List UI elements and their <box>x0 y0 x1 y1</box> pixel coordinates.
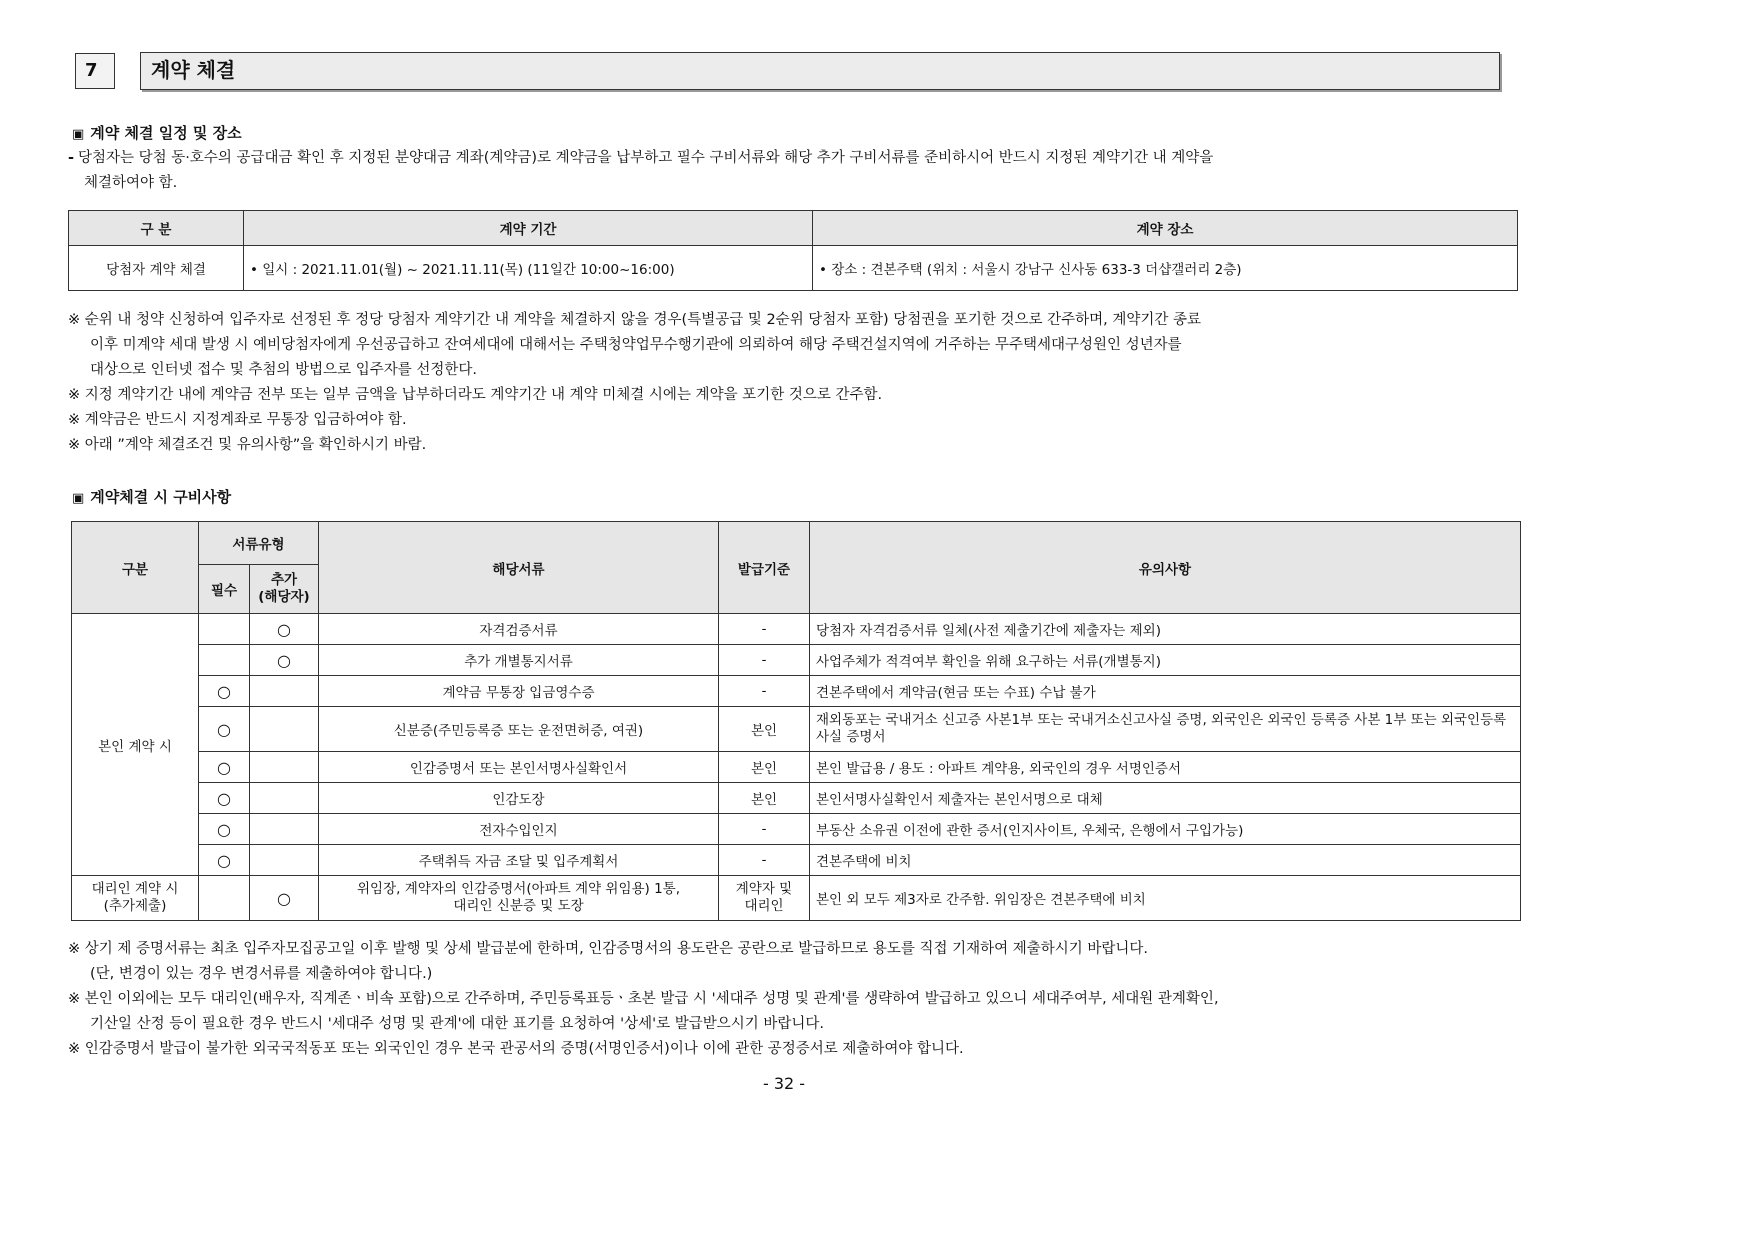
section-number: 7 <box>75 53 115 89</box>
note-line: ※ 지정 계약기간 내에 계약금 전부 또는 일부 금액을 납부하더라도 계약기간 내 계약 미체결 시에는 계약을 포기한 것으로 간주함. <box>68 387 883 403</box>
note-line: 이후 미계약 세대 발생 시 예비당첨자에게 우선공급하고 잔여세대에 대해서는 주택청약업무수행기관에 의뢰하여 해당 주택건설지역에 거주하는 무주택세대구성원인 성년자를 <box>90 337 1182 353</box>
intro-line-2: 체결하여야 함. <box>84 175 178 191</box>
header-required: 필수 <box>199 565 250 614</box>
section-title: 계약 체결 <box>140 52 1500 90</box>
table-row: ○ 인감증명서 또는 본인서명사실확인서 본인 본인 발급용 / 용도 : 아파트 계약용, 외국인의 경우 서명인증서 <box>72 752 1521 783</box>
table-row: ○ 추가 개별통지서류 - 사업주체가 적격여부 확인을 위해 요구하는 서류(개별통지) <box>72 645 1521 676</box>
note-line: ※ 본인 이외에는 모두 대리인(배우자, 직계존ㆍ비속 포함)으로 간주하며, 주민등록표등ㆍ초본 발급 시 '세대주 성명 및 관계'를 생략하여 발급하고 있으니 세대주여부, 세대원 관계확인, <box>68 991 1219 1007</box>
circle-mark: ○ <box>199 752 250 783</box>
subheading-documents <box>72 486 231 507</box>
note-line: ※ 계약금은 반드시 지정계좌로 무통장 입금하여야 함. <box>68 412 407 428</box>
group-agent-label: 대리인 계약 시 (추가제출) <box>72 876 199 921</box>
subheading-schedule <box>72 122 242 143</box>
contract-schedule-table <box>68 210 1518 291</box>
note-line: ※ 상기 제 증명서류는 최초 입주자모집공고일 이후 발행 및 상세 발급분에 한하며, 인감증명서의 용도란은 공란으로 발급하므로 용도를 직접 기재하여 제출하시기 바랍니다. <box>68 941 1149 957</box>
header-period: 계약 기간 <box>244 211 813 246</box>
note-line: ※ 인감증명서 발급이 불가한 외국국적동포 또는 외국인인 경우 본국 관공서의 증명(서명인증서)이나 이에 관한 공정증서로 제출하여야 합니다. <box>68 1041 964 1057</box>
circle-mark: ○ <box>199 814 250 845</box>
circle-mark: ○ <box>250 645 319 676</box>
intro-paragraph <box>68 146 1508 196</box>
table-header-row <box>72 522 1521 565</box>
notes-block-1 <box>68 308 1508 458</box>
table-row: ○ 전자수입인지 - 부동산 소유권 이전에 관한 증서(인지사이트, 우체국, 은행에서 구입가능) <box>72 814 1521 845</box>
circle-mark: ○ <box>199 845 250 876</box>
note-line: ※ 순위 내 청약 신청하여 입주자로 선정된 후 정당 당첨자 계약기간 내 계약을 체결하지 않을 경우(특별공급 및 2순위 당첨자 포함) 당첨권을 포기한 것으로 간주하며, 계약기간 종료 <box>68 312 1202 328</box>
subheading-documents-text: 계약체결 시 구비사항 <box>90 488 232 506</box>
circle-mark: ○ <box>250 614 319 645</box>
note-line: 대상으로 인터넷 접수 및 추첨의 방법으로 입주자를 선정한다. <box>90 362 478 378</box>
header-additional: 추가 (해당자) <box>250 565 319 614</box>
circle-mark: ○ <box>250 876 319 921</box>
notes-block-2 <box>68 937 1508 1062</box>
header-place: 계약 장소 <box>813 211 1518 246</box>
required-documents-table <box>71 521 1521 921</box>
subheading-schedule-text: 계약 체결 일정 및 장소 <box>90 124 242 142</box>
header-doc-type: 서류유형 <box>199 522 319 565</box>
circle-mark: ○ <box>199 783 250 814</box>
header-notes: 유의사항 <box>810 522 1521 614</box>
dash-bullet: - <box>68 150 75 166</box>
header-category: 구분 <box>72 522 199 614</box>
row-place: • 장소 : 견본주택 (위치 : 서울시 강남구 신사동 633-3 더샵갤러리 2층) <box>813 246 1518 291</box>
note-line: 기산일 산정 등이 필요한 경우 반드시 '세대주 성명 및 관계'에 대한 표기를 요청하여 '상세'로 발급받으시기 바랍니다. <box>90 1016 825 1032</box>
intro-line-1: - 당첨자는 당첨 동·호수의 공급대금 확인 후 지정된 분양대금 계좌(계약금)로 계약금을 납부하고 필수 구비서류와 해당 추가 구비서류를 준비하시어 반드시 지정된 계약기간 내 계약을 <box>68 150 1214 166</box>
square-bullet-icon: ▣ <box>72 127 85 142</box>
page-number: - 32 - <box>762 1074 806 1093</box>
table-row: ○ 계약금 무통장 입금영수증 - 견본주택에서 계약금(현금 또는 수표) 수납 불가 <box>72 676 1521 707</box>
square-bullet-icon: ▣ <box>72 491 85 506</box>
note-line: ※ 아래 ”계약 체결조건 및 유의사항”을 확인하시기 바람. <box>68 437 427 453</box>
group-self-label: 본인 계약 시 <box>72 614 199 876</box>
header-issuer: 발급기준 <box>719 522 810 614</box>
table-row: 대리인 계약 시 (추가제출) ○ 위임장, 계약자의 인감증명서(아파트 계약 위임용) 1통, 대리인 신분증 및 도장 계약자 및 대리인 본인 외 모두 제3자로 간주함. 위임장은 견본주택에 비치 <box>72 876 1521 921</box>
row-period: • 일시 : 2021.11.01(월) ~ 2021.11.11(목) (11일간 10:00~16:00) <box>244 246 813 291</box>
header-documents: 해당서류 <box>319 522 719 614</box>
table-header-row <box>69 211 1518 246</box>
table-row: ○ 신분증(주민등록증 또는 운전면허증, 여권) 본인 재외동포는 국내거소 신고증 사본1부 또는 국내거소신고사실 증명, 외국인은 외국인 등록증 사본 1부 또는 외국인등록사실 증명서 <box>72 707 1521 752</box>
table-row: ○ 주택취득 자금 조달 및 입주계획서 - 견본주택에 비치 <box>72 845 1521 876</box>
table-row: 본인 계약 시 ○ 자격검증서류 - 당첨자 자격검증서류 일체(사전 제출기간에 제출자는 제외) <box>72 614 1521 645</box>
row-label: 당첨자 계약 체결 <box>69 246 244 291</box>
header-category: 구 분 <box>69 211 244 246</box>
circle-mark: ○ <box>199 676 250 707</box>
circle-mark: ○ <box>199 707 250 752</box>
table-row <box>69 246 1518 291</box>
table-row: ○ 인감도장 본인 본인서명사실확인서 제출자는 본인서명으로 대체 <box>72 783 1521 814</box>
note-line: (단, 변경이 있는 경우 변경서류를 제출하여야 합니다.) <box>90 966 433 982</box>
